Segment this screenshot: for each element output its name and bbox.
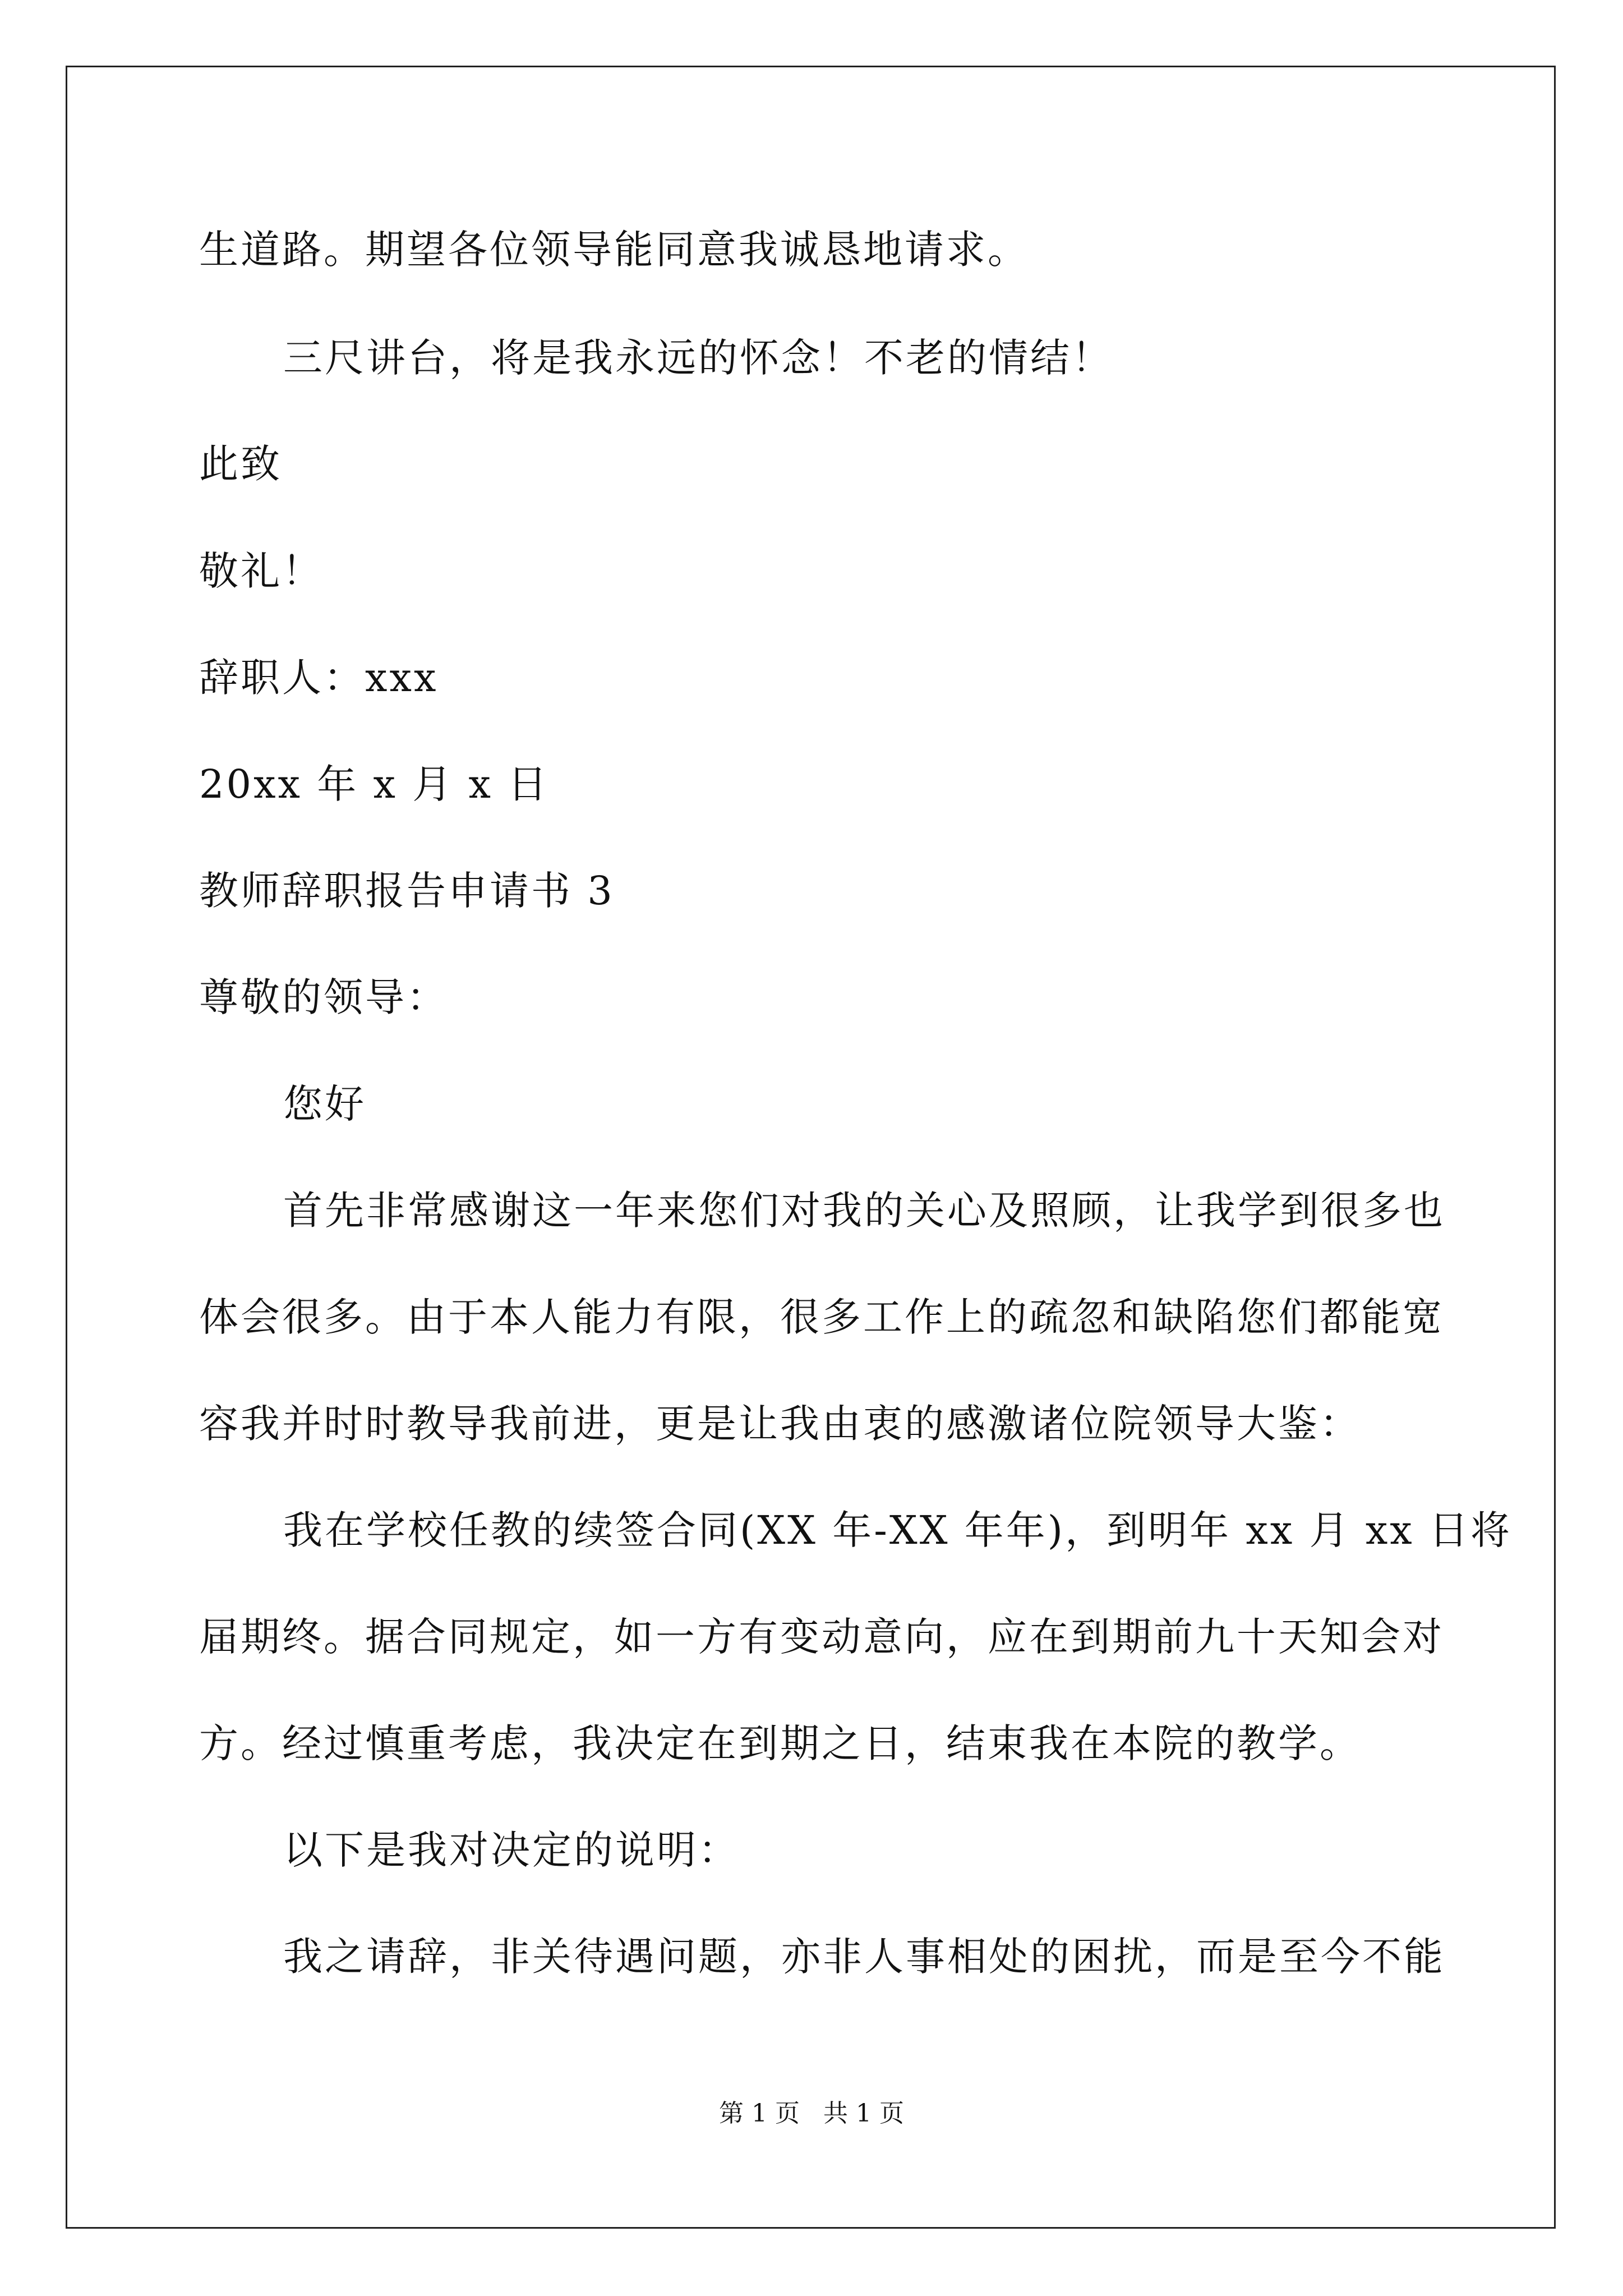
page-number-footer: 第 1 页 共 1 页 xyxy=(719,2099,904,2128)
section-title: 教师辞职报告申请书 3 xyxy=(199,868,615,914)
text-line: 敬礼！ xyxy=(199,548,324,594)
page-border xyxy=(66,66,1556,2229)
text-line: 生道路。期望各位领导能同意我诚恳地请求。 xyxy=(199,227,1029,273)
text-line: 此致 xyxy=(199,441,282,487)
text-line: 我之请辞，非关待遇问题，亦非人事相处的困扰，而是至今不能 xyxy=(283,1934,1445,1980)
text-line: 我在学校任教的续签合同(XX 年-XX 年年)，到明年 xx 月 xx 日将 xyxy=(283,1507,1513,1553)
text-line: 容我并时时教导我前进，更是让我由衷的感激诸位院领导大鉴： xyxy=(199,1401,1361,1447)
text-line: 体会很多。由于本人能力有限，很多工作上的疏忽和缺陷您们都能宽 xyxy=(199,1294,1444,1340)
text-line: 首先非常感谢这一年来您们对我的关心及照顾，让我学到很多也 xyxy=(283,1188,1445,1234)
text-line: 方。经过慎重考虑，我决定在到期之日，结束我在本院的教学。 xyxy=(199,1720,1361,1766)
text-line: 以下是我对决定的说明： xyxy=(283,1827,740,1873)
greeting: 您好 xyxy=(283,1081,366,1127)
salutation: 尊敬的领导： xyxy=(199,974,448,1020)
text-line: 届期终。据合同规定，如一方有变动意向，应在到期前九十天知会对 xyxy=(199,1614,1444,1660)
text-line: 辞职人：xxx xyxy=(199,655,439,701)
text-line: 三尺讲台，将是我永远的怀念！不老的情结！ xyxy=(283,335,1113,381)
text-line: 20xx 年 x 月 x 日 xyxy=(199,761,550,807)
